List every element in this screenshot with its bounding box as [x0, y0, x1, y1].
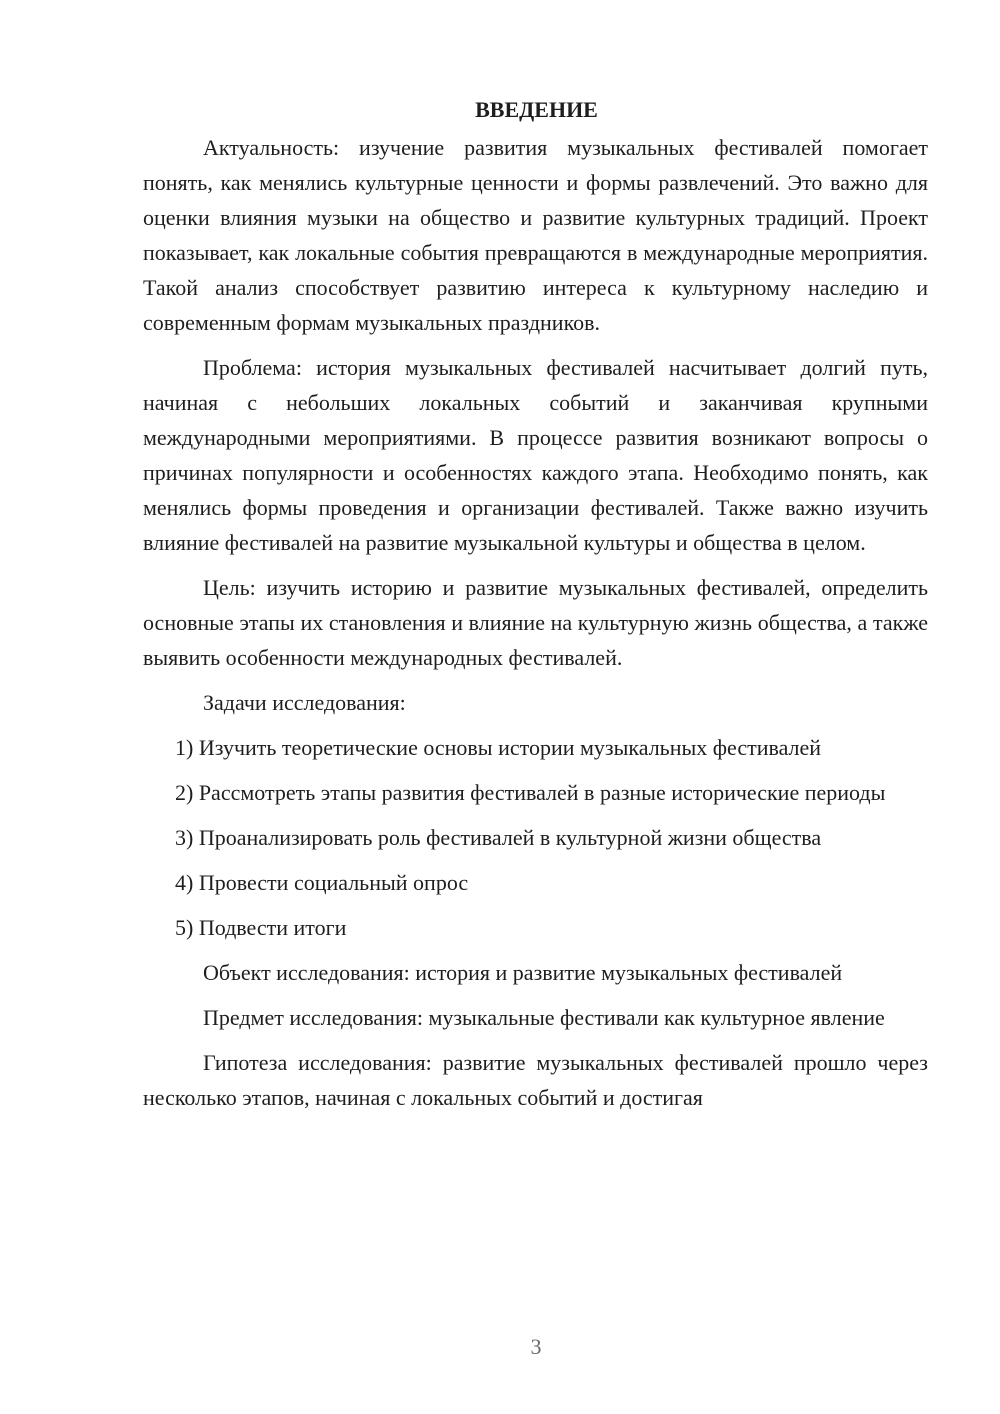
task-item-3: 3) Проанализировать роль фестивалей в культурной жизни общества [175, 825, 822, 850]
research-hypothesis: Гипотеза исследования: развитие музыкальных фестивалей прошло через несколько этапов, начиная с локальных событий и достигая [143, 1050, 928, 1110]
task-item-1: 1) Изучить теоретические основы истории музыкальных фестивалей [175, 735, 822, 760]
task-item-2: 2) Рассмотреть этапы развития фестивалей в разные исторические периоды [175, 780, 886, 805]
task-item-5: 5) Подвести итоги [175, 915, 347, 940]
paragraph-problem: Проблема: история музыкальных фестивалей насчитывает долгий путь, начиная с небольших локальных событий и заканчивая крупными международными мероприятиями. В процессе развития возникают вопросы о причинах популярности и особенностях каждого этапа. Необходимо понять, как менялись формы проведения и организации фестивалей. Также важно изучить влияние фестивалей на развитие музыкальной культуры и общества в целом. [143, 355, 928, 555]
tasks-heading: Задачи исследования: [203, 690, 406, 715]
research-subject: Предмет исследования: музыкальные фестивали как культурное явление [203, 1005, 885, 1030]
document-body [143, 92, 928, 1115]
paragraph-goal: Цель: изучить историю и развитие музыкальных фестивалей, определить основные этапы их становления и влияние на культурную жизнь общества, а также выявить особенности международных фестивалей. [143, 575, 928, 670]
paragraph-relevance: Актуальность: изучение развития музыкальных фестивалей помогает понять, как менялись культурные ценности и формы развлечений. Это важно для оценки влияния музыки на общество и развитие культурных традиций. Проект показывает, как локальные события превращаются в международные мероприятия. Такой анализ способствует развитию интереса к культурному наследию и современным формам музыкальных праздников. [143, 135, 928, 335]
page-number: 3 [530, 1334, 542, 1359]
research-object: Объект исследования: история и развитие музыкальных фестивалей [203, 960, 843, 985]
section-title: ВВЕДЕНИЕ [475, 97, 598, 122]
task-item-4: 4) Провести социальный опрос [175, 870, 469, 895]
